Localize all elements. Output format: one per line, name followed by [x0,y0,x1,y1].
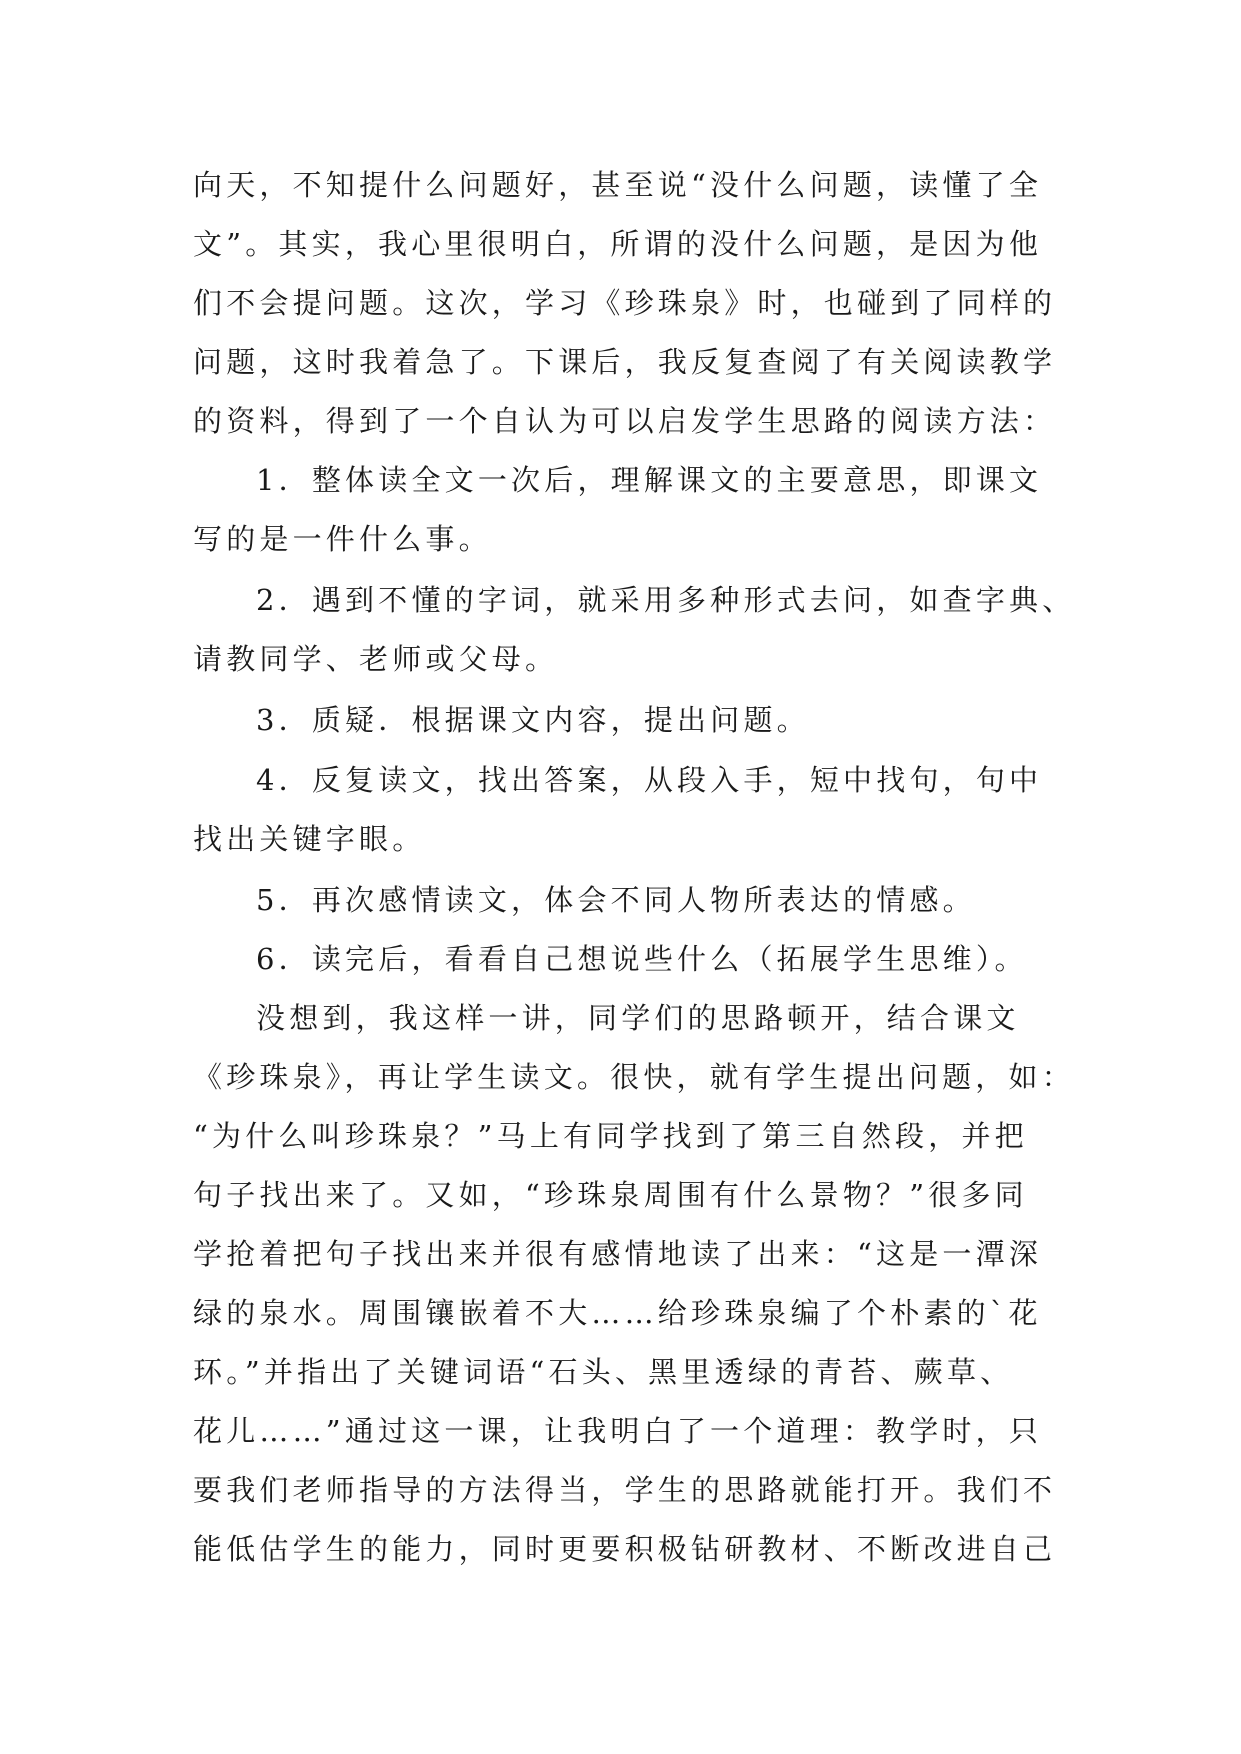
text-line: “为什么叫珍珠泉？”马上有同学找到了第三自然段，并把 [193,1119,1028,1153]
text-line: 问题，这时我着急了。下课后，我反复查阅了有关阅读教学 [193,345,1057,379]
text-line: 能低估学生的能力，同时更要积极钻研教材、不断改进自己 [193,1532,1057,1566]
list-item-4: 4．反复读文，找出答案，从段入手，短中找句，句中 [256,763,1043,797]
text-line: 学抢着把句子找出来并很有感情地读了出来：“这是一潭深 [193,1237,1043,1271]
text-line: 花儿……”通过这一课，让我明白了一个道理：教学时，只 [193,1414,1043,1448]
text-line: 文”。其实，我心里很明白，所谓的没什么问题，是因为他 [193,227,1043,261]
text-line: 句子找出来了。又如，“珍珠泉周围有什么景物？”很多同 [193,1178,1028,1212]
list-item-5: 5．再次感情读文，体会不同人物所表达的情感。 [256,883,976,917]
list-item-1: 1．整体读全文一次后，理解课文的主要意思，即课文 [256,463,1043,497]
text-line: 的资料，得到了一个自认为可以启发学生思路的阅读方法： [193,404,1057,438]
list-item-6: 6．读完后，看看自己想说些什么（拓展学生思维）。 [256,942,1028,976]
text-line: 向天，不知提什么问题好，甚至说“没什么问题，读懂了全 [193,168,1043,202]
list-item-2: 2．遇到不懂的字词，就采用多种形式去问，如查字典、 [256,583,1076,617]
text-line: 绿的泉水。周围镶嵌着不大……给珍珠泉编了个朴素的`花 [193,1296,1042,1330]
text-line: 写的是一件什么事。 [193,522,492,556]
paragraph-start: 没想到，我这样一讲，同学们的思路顿开，结合课文 [256,1001,1020,1035]
text-line: 要我们老师指导的方法得当，学生的思路就能打开。我们不 [193,1473,1057,1507]
text-line: 们不会提问题。这次，学习《珍珠泉》时，也碰到了同样的 [193,286,1057,320]
text-line: 请教同学、老师或父母。 [193,642,559,676]
text-line: 环。”并指出了关键词语“石头、黑里透绿的青苔、蕨草、 [193,1355,1014,1389]
list-item-3: 3．质疑．根据课文内容，提出问题。 [256,703,810,737]
text-line: 找出关键字眼。 [193,822,426,856]
text-line: 《珍珠泉》，再让学生读文。很快，就有学生提出问题，如： [193,1060,1075,1094]
